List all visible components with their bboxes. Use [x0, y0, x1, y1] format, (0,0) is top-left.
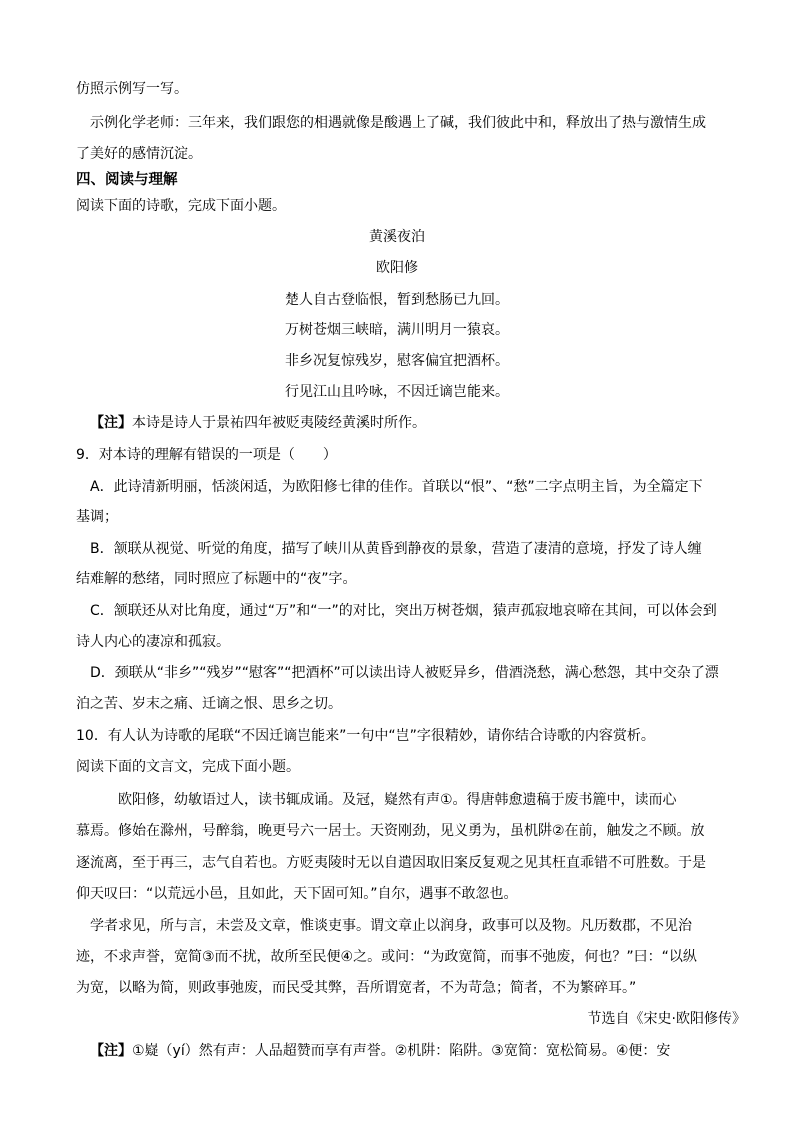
poem-instruction: 阅读下面的诗歌，完成下面小题。 — [76, 198, 286, 214]
poem-line-1: 楚人自古登临恨，暂到愁肠已九回。 — [285, 292, 509, 308]
question-9-option-d-line-2: 泊之苦、岁末之痛、迁谪之恨、思乡之切。 — [76, 696, 342, 712]
poem-line-3: 非乡况复惊残岁，慰客偏宜把酒杯。 — [285, 353, 509, 369]
prose-note — [90, 1041, 670, 1061]
intro-instruction: 仿照示例写一写。 — [76, 81, 188, 97]
poem-line-4: 行见江山且吟咏，不因迁谪岂能来。 — [285, 384, 509, 400]
poem-line-2: 万树苍烟三峡暗，满川明月一猿哀。 — [285, 322, 509, 338]
prose-p1-line-2: 慕焉。修始在滁州，号醉翁，晚更号六一居士。天资刚劲，见义勇为，虽机阱②在前，触发之不顾。放 — [76, 823, 705, 839]
prose-p2-line-1: 学者求见，所与言，未尝及文章，惟谈吏事。谓文章止以润身，政事可以及物。凡历数郡，不见治 — [90, 918, 692, 934]
poem-note-label: 【注】 — [90, 415, 132, 431]
poem-title: 黄溪夜泊 — [369, 229, 425, 245]
example-line-2: 了美好的感情沉淀。 — [76, 146, 202, 162]
question-9-option-d-line-1: D．颈联从“非乡”“残岁”“慰客”“把酒杯”可以读出诗人被贬异乡，借酒浇愁，满心愁怨，其中交杂了漂 — [90, 665, 719, 681]
question-9-option-a-line-1: A．此诗清新明丽，恬淡闲适，为欧阳修七律的佳作。首联以“恨”、“愁”二字点明主旨，为全篇定下 — [90, 479, 703, 495]
question-9-option-a-line-2: 基调； — [76, 509, 118, 525]
prose-source: 节选自《宋史·欧阳修传》 — [587, 1011, 746, 1027]
question-9-option-b-line-2: 结难解的愁绪，同时照应了标题中的“夜”字。 — [76, 571, 357, 587]
prose-p1-line-1: 欧阳修，幼敏语过人，读书辄成诵。及冠，嶷然有声①。得唐韩愈遗稿于废书簏中，读而心 — [118, 792, 677, 808]
question-9-stem: 9．对本诗的理解有错误的一项是（ ） — [76, 447, 337, 463]
poem-note-text: 本诗是诗人于景祐四年被贬夷陵经黄溪时所作。 — [132, 415, 426, 431]
question-9-option-c-line-1: C．颔联还从对比角度，通过“万”和“一”的对比，突出万树苍烟，猿声孤寂地哀啼在其间，可以体会到 — [90, 603, 717, 619]
section-heading: 四、阅读与理解 — [76, 172, 178, 188]
prose-note-text: ①嶷（yí）然有声：人品超赞而享有声誉。②机阱：陷阱。③宽简：宽松简易。④便：安 — [132, 1043, 671, 1059]
prose-p1-line-4: 仰天叹曰：“以荒远小邑，且如此，天下固可知。”自尔，遇事不敢忽也。 — [76, 886, 518, 902]
prose-p2-line-2: 迹，不求声誉，宽简③而不扰，故所至民便④之。或问：“为政宽简，而事不弛废，何也？”曰：“以纵 — [76, 949, 697, 965]
poem-author: 欧阳修 — [376, 260, 418, 276]
prose-instruction: 阅读下面的文言文，完成下面小题。 — [76, 759, 300, 775]
question-9-option-c-line-2: 诗人内心的凄凉和孤寂。 — [76, 634, 230, 650]
prose-note-label: 【注】 — [90, 1043, 132, 1059]
example-line-1: 示例化学老师：三年来，我们跟您的相遇就像是酸遇上了碱，我们彼此中和，释放出了热与激情生成 — [90, 115, 706, 131]
question-9-option-b-line-1: B．颔联从视觉、听觉的角度，描写了峡川从黄昏到静夜的景象，营造了凄清的意境，抒发了诗人缠 — [90, 541, 702, 557]
question-10: 10．有人认为诗歌的尾联“不因迁谪岂能来”一句中“岂”字很精妙，请你结合诗歌的内容赏析。 — [76, 728, 655, 744]
prose-p1-line-3: 逐流离，至于再三，志气自若也。方贬夷陵时无以自遣因取旧案反复观之见其枉直乖错不可胜数。于是 — [76, 855, 706, 871]
poem-note — [90, 413, 426, 433]
prose-p2-line-3: 为宽，以略为简，则政事弛废，而民受其弊，吾所谓宽者，不为苛急；简者，不为繁碎耳。” — [76, 980, 637, 996]
